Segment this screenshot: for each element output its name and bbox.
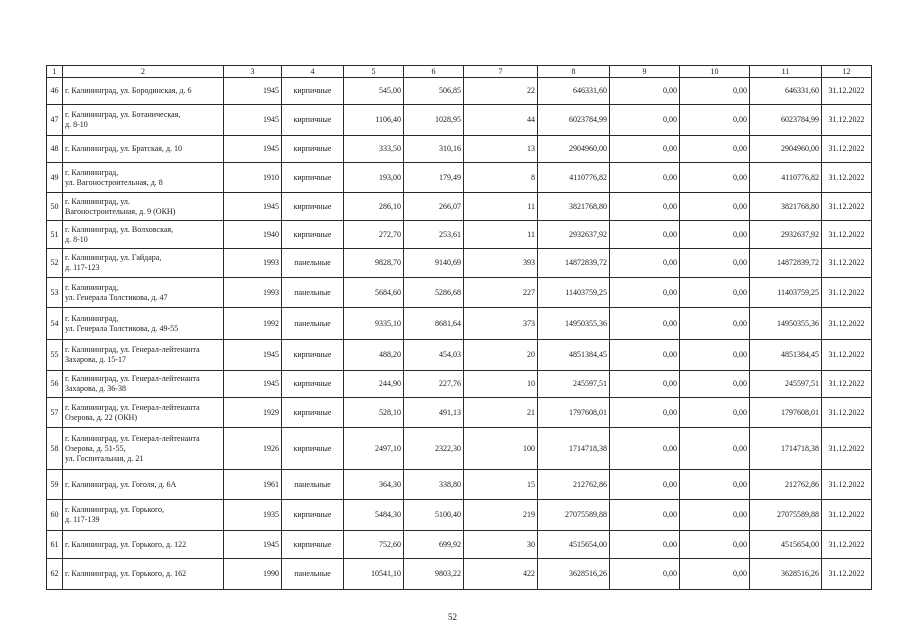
address-line: г. Калининград, ул. Гоголя, д. 6А [65,479,177,489]
address-line: г. Калининград, ул. Бородинская, д. 6 [65,86,192,95]
c11-cell: 4851384,45 [750,340,822,371]
material-cell: кирпичные [282,221,344,249]
num-cell: 53 [47,278,63,308]
c9-cell: 0,00 [610,500,680,531]
address-line: г. Калининград, [65,313,119,323]
c7-cell: 13 [464,136,538,163]
year-cell: 1990 [224,559,282,590]
address-cell [63,500,224,531]
col-header: 3 [224,66,282,78]
c8-cell: 1797608,01 [538,398,610,428]
c5-cell: 2497,10 [344,428,404,470]
c7-cell: 393 [464,249,538,278]
c5-cell: 244,90 [344,371,404,398]
c10-cell: 0,00 [680,136,750,163]
c10-cell: 0,00 [680,105,750,136]
c9-cell: 0,00 [610,428,680,470]
table-row [47,470,872,500]
year-cell: 1929 [224,398,282,428]
c11-cell: 14872839,72 [750,249,822,278]
c8-cell: 212762,86 [538,470,610,500]
c10-cell: 0,00 [680,559,750,590]
material-cell: кирпичные [282,340,344,371]
address-line: ул. Генерала Толстикова, д. 47 [65,292,168,302]
address-line: д. 8-10 [65,120,88,129]
c9-cell: 0,00 [610,371,680,398]
column-number-row [47,66,872,78]
num-cell: 58 [47,428,63,470]
c5-cell: 5684,60 [344,278,404,308]
c10-cell: 0,00 [680,371,750,398]
col-header: 10 [680,66,750,78]
c5-cell: 10541,10 [344,559,404,590]
c11-cell: 212762,86 [750,470,822,500]
address-line: д. 8-10 [65,234,88,244]
col-header: 5 [344,66,404,78]
year-cell: 1961 [224,470,282,500]
c11-cell: 27075589,88 [750,500,822,531]
c9-cell: 0,00 [610,278,680,308]
num-cell: 47 [47,105,63,136]
c9-cell: 0,00 [610,559,680,590]
c9-cell: 0,00 [610,163,680,193]
c11-cell: 1797608,01 [750,398,822,428]
address-line: Вагоностроительная, д. 9 (ОКН) [65,206,176,216]
table-row [47,105,872,136]
c8-cell: 2932637,92 [538,221,610,249]
c7-cell: 11 [464,221,538,249]
c11-cell: 2932637,92 [750,221,822,249]
c8-cell: 14872839,72 [538,249,610,278]
c7-cell: 15 [464,470,538,500]
table-row [47,193,872,221]
col-header: 2 [63,66,224,78]
date-cell: 31.12.2022 [822,163,872,193]
c6-cell: 9803,22 [404,559,464,590]
address-cell [63,308,224,340]
c10-cell: 0,00 [680,340,750,371]
material-cell: кирпичные [282,163,344,193]
col-header: 8 [538,66,610,78]
table-row [47,340,872,371]
material-cell: кирпичные [282,500,344,531]
address-cell [63,340,224,371]
c7-cell: 100 [464,428,538,470]
c11-cell: 6023784,99 [750,105,822,136]
c11-cell: 4515654,00 [750,531,822,559]
c8-cell: 4515654,00 [538,531,610,559]
year-cell: 1945 [224,371,282,398]
table-row [47,428,872,470]
num-cell: 54 [47,308,63,340]
year-cell: 1992 [224,308,282,340]
c10-cell: 0,00 [680,221,750,249]
c8-cell: 4110776,82 [538,163,610,193]
c11-cell: 11403759,25 [750,278,822,308]
c6-cell: 338,80 [404,470,464,500]
address-line: ул. Генерала Толстикова, д. 49-55 [65,323,179,333]
num-cell: 61 [47,531,63,559]
c8-cell: 2904960,00 [538,136,610,163]
c5-cell: 272,70 [344,221,404,249]
c5-cell: 333,50 [344,136,404,163]
year-cell: 1945 [224,136,282,163]
c7-cell: 227 [464,278,538,308]
c6-cell: 227,76 [404,371,464,398]
c9-cell: 0,00 [610,221,680,249]
date-cell: 31.12.2022 [822,340,872,371]
table-row [47,500,872,531]
address-line: г. Калининград, ул. [65,196,130,206]
table-row [47,531,872,559]
c5-cell: 1106,40 [344,105,404,136]
c5-cell: 286,10 [344,193,404,221]
c6-cell: 506,85 [404,78,464,105]
col-header: 12 [822,66,872,78]
c9-cell: 0,00 [610,308,680,340]
address-cell [63,249,224,278]
address-line: г. Калининград, ул. Волховская, [65,224,174,234]
table-row [47,78,872,105]
c8-cell: 3821768,80 [538,193,610,221]
material-cell: панельные [282,559,344,590]
year-cell: 1993 [224,249,282,278]
c11-cell: 1714718,38 [750,428,822,470]
c10-cell: 0,00 [680,308,750,340]
c11-cell: 14950355,36 [750,308,822,340]
c10-cell: 0,00 [680,398,750,428]
num-cell: 52 [47,249,63,278]
c8-cell: 4851384,45 [538,340,610,371]
num-cell: 51 [47,221,63,249]
num-cell: 48 [47,136,63,163]
c6-cell: 253,61 [404,221,464,249]
address-line: Захарова, д. 36-38 [65,384,126,393]
c6-cell: 699,92 [404,531,464,559]
c6-cell: 454,03 [404,340,464,371]
num-cell: 55 [47,340,63,371]
c5-cell: 488,20 [344,340,404,371]
c7-cell: 373 [464,308,538,340]
c8-cell: 646331,60 [538,78,610,105]
c5-cell: 5484,30 [344,500,404,531]
col-header: 7 [464,66,538,78]
address-line: Захарова, д. 15-17 [65,355,126,364]
address-line: ул. Госпитальная, д. 21 [65,453,144,463]
material-cell: кирпичные [282,105,344,136]
date-cell: 31.12.2022 [822,559,872,590]
num-cell: 60 [47,500,63,531]
c5-cell: 752,60 [344,531,404,559]
c6-cell: 9140,69 [404,249,464,278]
material-cell: кирпичные [282,398,344,428]
c10-cell: 0,00 [680,163,750,193]
c11-cell: 4110776,82 [750,163,822,193]
c9-cell: 0,00 [610,105,680,136]
table-body [47,66,872,590]
c5-cell: 9828,70 [344,249,404,278]
col-header: 4 [282,66,344,78]
num-cell: 62 [47,559,63,590]
address-line: г. Калининград, ул. Генерал-лейтенанта [65,345,200,354]
c10-cell: 0,00 [680,249,750,278]
address-cell [63,278,224,308]
housing-register-table [46,65,872,590]
c6-cell: 179,49 [404,163,464,193]
address-cell [63,78,224,105]
address-line: д. 117-139 [65,515,100,524]
date-cell: 31.12.2022 [822,531,872,559]
c9-cell: 0,00 [610,531,680,559]
c7-cell: 11 [464,193,538,221]
c11-cell: 2904960,00 [750,136,822,163]
c7-cell: 44 [464,105,538,136]
c9-cell: 0,00 [610,340,680,371]
table-row [47,249,872,278]
date-cell: 31.12.2022 [822,308,872,340]
material-cell: кирпичные [282,78,344,105]
c10-cell: 0,00 [680,78,750,105]
c10-cell: 0,00 [680,193,750,221]
c7-cell: 22 [464,78,538,105]
address-line: г. Калининград, ул. Генерал-лейтенанта [65,374,200,383]
address-line: г. Калининград, ул. Генерал-лейтенанта [65,402,200,412]
material-cell: кирпичные [282,193,344,221]
c6-cell: 266,07 [404,193,464,221]
c6-cell: 310,16 [404,136,464,163]
address-line: г. Калининград, ул. Генерал-лейтенанта [65,433,200,443]
address-cell [63,105,224,136]
c8-cell: 11403759,25 [538,278,610,308]
year-cell: 1945 [224,531,282,559]
page-number: 52 [448,612,457,622]
date-cell: 31.12.2022 [822,470,872,500]
date-cell: 31.12.2022 [822,249,872,278]
date-cell: 31.12.2022 [822,398,872,428]
address-cell [63,136,224,163]
address-cell [63,470,224,500]
date-cell: 31.12.2022 [822,428,872,470]
c9-cell: 0,00 [610,398,680,428]
year-cell: 1945 [224,193,282,221]
year-cell: 1910 [224,163,282,193]
c6-cell: 491,13 [404,398,464,428]
year-cell: 1940 [224,221,282,249]
col-header: 1 [47,66,63,78]
material-cell: панельные [282,470,344,500]
num-cell: 46 [47,78,63,105]
address-line: д. 117-123 [65,263,100,272]
c8-cell: 3628516,26 [538,559,610,590]
date-cell: 31.12.2022 [822,193,872,221]
c11-cell: 646331,60 [750,78,822,105]
c7-cell: 219 [464,500,538,531]
c11-cell: 3628516,26 [750,559,822,590]
c10-cell: 0,00 [680,428,750,470]
c10-cell: 0,00 [680,500,750,531]
address-line: г. Калининград, ул. Гайдара, [65,253,162,262]
date-cell: 31.12.2022 [822,500,872,531]
col-header: 11 [750,66,822,78]
table-row [47,371,872,398]
c10-cell: 0,00 [680,470,750,500]
address-cell [63,163,224,193]
table-row [47,221,872,249]
address-line: г. Калининград, ул. Горького, д. 162 [65,569,187,578]
year-cell: 1945 [224,340,282,371]
address-line: ул. Вагоностроительная, д. 8 [65,177,163,187]
table-row [47,559,872,590]
address-cell [63,371,224,398]
date-cell: 31.12.2022 [822,278,872,308]
col-header: 9 [610,66,680,78]
year-cell: 1945 [224,78,282,105]
c7-cell: 30 [464,531,538,559]
address-line: Озерова, д. 51-55, [65,443,126,453]
c9-cell: 0,00 [610,193,680,221]
c6-cell: 8681,64 [404,308,464,340]
c8-cell: 27075589,88 [538,500,610,531]
c9-cell: 0,00 [610,470,680,500]
c7-cell: 21 [464,398,538,428]
c8-cell: 14950355,36 [538,308,610,340]
c11-cell: 245597,51 [750,371,822,398]
material-cell: панельные [282,308,344,340]
address-line: г. Калининград, [65,282,119,292]
address-line: г. Калининград, ул. Горького, [65,505,165,514]
c9-cell: 0,00 [610,78,680,105]
c5-cell: 528,10 [344,398,404,428]
c7-cell: 8 [464,163,538,193]
year-cell: 1935 [224,500,282,531]
c7-cell: 20 [464,340,538,371]
address-line: г. Калининград, ул. Братская, д. 10 [65,144,183,153]
year-cell: 1926 [224,428,282,470]
c5-cell: 9335,10 [344,308,404,340]
material-cell: панельные [282,278,344,308]
table-row [47,308,872,340]
date-cell: 31.12.2022 [822,78,872,105]
address-line: Озерова, д. 22 (ОКН) [65,412,137,422]
address-line: г. Калининград, [65,167,119,177]
c9-cell: 0,00 [610,249,680,278]
year-cell: 1945 [224,105,282,136]
c6-cell: 5286,68 [404,278,464,308]
num-cell: 59 [47,470,63,500]
material-cell: панельные [282,249,344,278]
table-row [47,136,872,163]
c7-cell: 10 [464,371,538,398]
c8-cell: 245597,51 [538,371,610,398]
num-cell: 56 [47,371,63,398]
address-cell [63,221,224,249]
c10-cell: 0,00 [680,278,750,308]
address-line: г. Калининград, ул. Горького, д. 122 [65,539,187,549]
table-row [47,398,872,428]
material-cell: кирпичные [282,531,344,559]
address-cell [63,193,224,221]
address-line: г. Калининград, ул. Ботаническая, [65,110,181,119]
material-cell: кирпичные [282,371,344,398]
col-header: 6 [404,66,464,78]
date-cell: 31.12.2022 [822,136,872,163]
c5-cell: 193,00 [344,163,404,193]
c6-cell: 1028,95 [404,105,464,136]
year-cell: 1993 [224,278,282,308]
c7-cell: 422 [464,559,538,590]
c8-cell: 1714718,38 [538,428,610,470]
date-cell: 31.12.2022 [822,371,872,398]
table-row [47,278,872,308]
c10-cell: 0,00 [680,531,750,559]
c6-cell: 2322,30 [404,428,464,470]
num-cell: 57 [47,398,63,428]
num-cell: 49 [47,163,63,193]
c8-cell: 6023784,99 [538,105,610,136]
address-cell [63,559,224,590]
c11-cell: 3821768,80 [750,193,822,221]
c9-cell: 0,00 [610,136,680,163]
date-cell: 31.12.2022 [822,105,872,136]
c5-cell: 545,00 [344,78,404,105]
address-cell [63,428,224,470]
date-cell: 31.12.2022 [822,221,872,249]
material-cell: кирпичные [282,136,344,163]
c5-cell: 364,30 [344,470,404,500]
material-cell: кирпичные [282,428,344,470]
num-cell: 50 [47,193,63,221]
c6-cell: 5100,40 [404,500,464,531]
address-cell [63,398,224,428]
address-cell [63,531,224,559]
table-row [47,163,872,193]
